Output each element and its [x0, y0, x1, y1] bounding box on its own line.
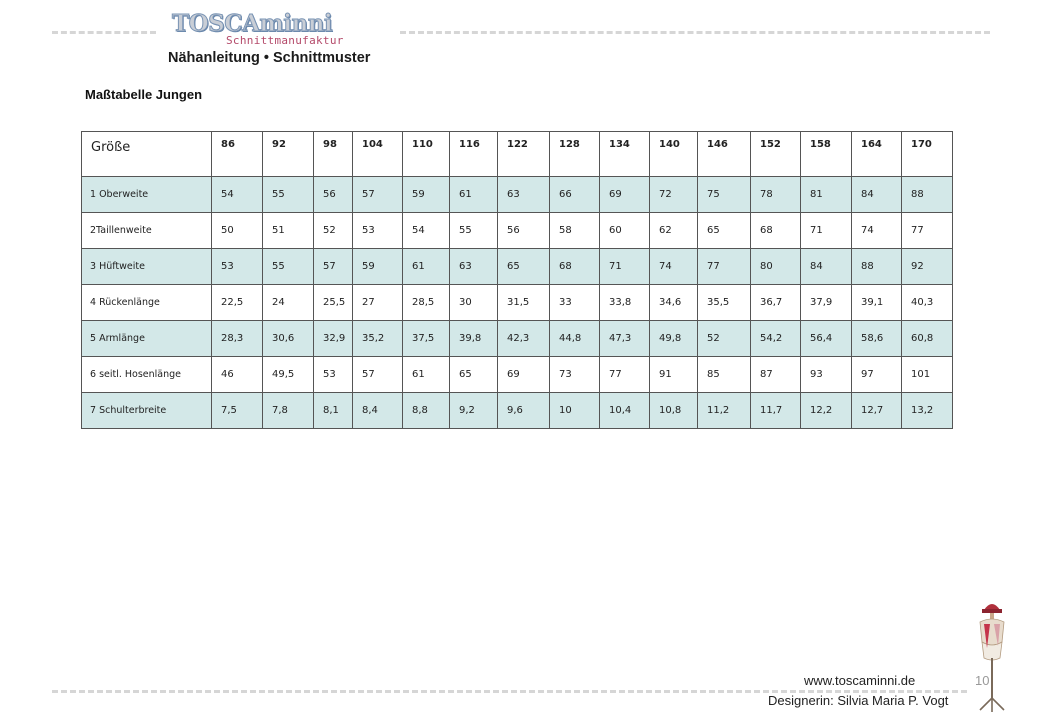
- table-cell: 10,8: [650, 393, 698, 429]
- table-cell: 34,6: [650, 285, 698, 321]
- table-cell: 88: [852, 249, 902, 285]
- table-cell: 65: [698, 213, 751, 249]
- size-header-cell: 116: [450, 132, 498, 177]
- table-cell: 49,8: [650, 321, 698, 357]
- table-cell: 28,5: [403, 285, 450, 321]
- table-cell: 13,2: [902, 393, 953, 429]
- brand-logo: [172, 10, 352, 50]
- table-cell: 71: [600, 249, 650, 285]
- table-cell: 77: [902, 213, 953, 249]
- table-cell: 9,2: [450, 393, 498, 429]
- table-cell: 8,4: [353, 393, 403, 429]
- table-cell: 57: [353, 177, 403, 213]
- size-header-cell: 152: [751, 132, 801, 177]
- table-cell: 46: [212, 357, 263, 393]
- row-label: 3 Hüftweite: [82, 249, 212, 285]
- table-cell: 22,5: [212, 285, 263, 321]
- table-cell: 8,8: [403, 393, 450, 429]
- table-cell: 80: [751, 249, 801, 285]
- size-header-cell: 140: [650, 132, 698, 177]
- table-cell: 78: [751, 177, 801, 213]
- table-cell: 60: [600, 213, 650, 249]
- table-cell: 88: [902, 177, 953, 213]
- size-header-cell: 134: [600, 132, 650, 177]
- table-row: [82, 213, 953, 249]
- table-cell: 73: [550, 357, 600, 393]
- table-cell: 59: [403, 177, 450, 213]
- table-cell: 97: [852, 357, 902, 393]
- table-cell: 63: [498, 177, 550, 213]
- table-cell: 36,7: [751, 285, 801, 321]
- table-cell: 52: [314, 213, 353, 249]
- size-header-cell: 86: [212, 132, 263, 177]
- table-cell: 32,9: [314, 321, 353, 357]
- table-cell: 74: [650, 249, 698, 285]
- table-cell: 65: [450, 357, 498, 393]
- table-cell: 93: [801, 357, 852, 393]
- dress-form-icon: [970, 598, 1014, 716]
- size-header-cell: 164: [852, 132, 902, 177]
- size-header-cell: 110: [403, 132, 450, 177]
- table-cell: 77: [600, 357, 650, 393]
- table-cell: 72: [650, 177, 698, 213]
- table-row: [82, 393, 953, 429]
- table-cell: 25,5: [314, 285, 353, 321]
- table-cell: 54: [403, 213, 450, 249]
- table-cell: 61: [403, 357, 450, 393]
- size-header-cell: 104: [353, 132, 403, 177]
- table-cell: 57: [353, 357, 403, 393]
- table-cell: 56: [314, 177, 353, 213]
- table-cell: 85: [698, 357, 751, 393]
- table-cell: 12,2: [801, 393, 852, 429]
- table-row: [82, 249, 953, 285]
- table-cell: 53: [314, 357, 353, 393]
- table-cell: 101: [902, 357, 953, 393]
- table-cell: 53: [212, 249, 263, 285]
- table-cell: 84: [801, 249, 852, 285]
- table-cell: 81: [801, 177, 852, 213]
- table-cell: 33: [550, 285, 600, 321]
- table-cell: 56: [498, 213, 550, 249]
- table-cell: 57: [314, 249, 353, 285]
- table-cell: 33,8: [600, 285, 650, 321]
- table-cell: 56,4: [801, 321, 852, 357]
- table-cell: 59: [353, 249, 403, 285]
- table-cell: 58: [550, 213, 600, 249]
- row-label: 1 Oberweite: [82, 177, 212, 213]
- section-title: Maßtabelle Jungen: [85, 87, 203, 102]
- table-cell: 54,2: [751, 321, 801, 357]
- size-header-label: Größe: [82, 132, 212, 177]
- header-dashed-line-right: [400, 31, 990, 34]
- row-label: 6 seitl. Hosenlänge: [82, 357, 212, 393]
- table-cell: 39,1: [852, 285, 902, 321]
- table-cell: 74: [852, 213, 902, 249]
- table-cell: 37,5: [403, 321, 450, 357]
- table-cell: 54: [212, 177, 263, 213]
- row-label: 2Taillenweite: [82, 213, 212, 249]
- table-cell: 7,5: [212, 393, 263, 429]
- table-cell: 68: [751, 213, 801, 249]
- table-cell: 35,5: [698, 285, 751, 321]
- table-cell: 91: [650, 357, 698, 393]
- table-cell: 84: [852, 177, 902, 213]
- table-cell: 58,6: [852, 321, 902, 357]
- table-cell: 30: [450, 285, 498, 321]
- table-cell: 51: [263, 213, 314, 249]
- table-cell: 11,7: [751, 393, 801, 429]
- table-cell: 55: [450, 213, 498, 249]
- footer-designer-credit: Designerin: Silvia Maria P. Vogt: [768, 693, 949, 708]
- table-cell: 42,3: [498, 321, 550, 357]
- size-chart-table: [81, 131, 953, 429]
- table-row: [82, 321, 953, 357]
- logo-tagline: Schnittmanufaktur: [226, 34, 344, 47]
- table-cell: 52: [698, 321, 751, 357]
- table-cell: 8,1: [314, 393, 353, 429]
- table-cell: 39,8: [450, 321, 498, 357]
- size-header-cell: 128: [550, 132, 600, 177]
- table-cell: 50: [212, 213, 263, 249]
- logo-wordmark: TOSCAminni: [172, 10, 333, 37]
- size-header-cell: 92: [263, 132, 314, 177]
- table-cell: 37,9: [801, 285, 852, 321]
- footer-website: www.toscaminni.de: [804, 673, 916, 688]
- table-cell: 62: [650, 213, 698, 249]
- table-cell: 61: [403, 249, 450, 285]
- table-cell: 87: [751, 357, 801, 393]
- table-cell: 60,8: [902, 321, 953, 357]
- size-header-cell: 98: [314, 132, 353, 177]
- table-cell: 55: [263, 249, 314, 285]
- row-label: 4 Rückenlänge: [82, 285, 212, 321]
- table-cell: 69: [498, 357, 550, 393]
- table-row: [82, 285, 953, 321]
- table-cell: 11,2: [698, 393, 751, 429]
- page-number: 10: [975, 673, 990, 688]
- table-cell: 40,3: [902, 285, 953, 321]
- table-cell: 53: [353, 213, 403, 249]
- table-cell: 49,5: [263, 357, 314, 393]
- header-dashed-line-left: [52, 31, 156, 34]
- table-cell: 66: [550, 177, 600, 213]
- document-subtitle: Nähanleitung • Schnittmuster: [168, 50, 371, 66]
- table-cell: 12,7: [852, 393, 902, 429]
- size-header-cell: 158: [801, 132, 852, 177]
- table-cell: 55: [263, 177, 314, 213]
- table-cell: 27: [353, 285, 403, 321]
- table-cell: 65: [498, 249, 550, 285]
- table-row: [82, 177, 953, 213]
- table-cell: 35,2: [353, 321, 403, 357]
- table-cell: 77: [698, 249, 751, 285]
- table-cell: 28,3: [212, 321, 263, 357]
- row-label: 7 Schulterbreite: [82, 393, 212, 429]
- row-label: 5 Armlänge: [82, 321, 212, 357]
- table-cell: 9,6: [498, 393, 550, 429]
- table-row: [82, 357, 953, 393]
- table-cell: 7,8: [263, 393, 314, 429]
- size-header-cell: 170: [902, 132, 953, 177]
- footer-dashed-line: [52, 690, 967, 693]
- size-header-cell: 122: [498, 132, 550, 177]
- table-cell: 69: [600, 177, 650, 213]
- table-cell: 10,4: [600, 393, 650, 429]
- table-cell: 30,6: [263, 321, 314, 357]
- table-header-row: [82, 132, 953, 177]
- table-cell: 47,3: [600, 321, 650, 357]
- table-cell: 75: [698, 177, 751, 213]
- table-cell: 68: [550, 249, 600, 285]
- table-cell: 10: [550, 393, 600, 429]
- table-cell: 71: [801, 213, 852, 249]
- table-cell: 31,5: [498, 285, 550, 321]
- table-cell: 44,8: [550, 321, 600, 357]
- table-cell: 61: [450, 177, 498, 213]
- table-cell: 63: [450, 249, 498, 285]
- size-header-cell: 146: [698, 132, 751, 177]
- table-cell: 92: [902, 249, 953, 285]
- table-cell: 24: [263, 285, 314, 321]
